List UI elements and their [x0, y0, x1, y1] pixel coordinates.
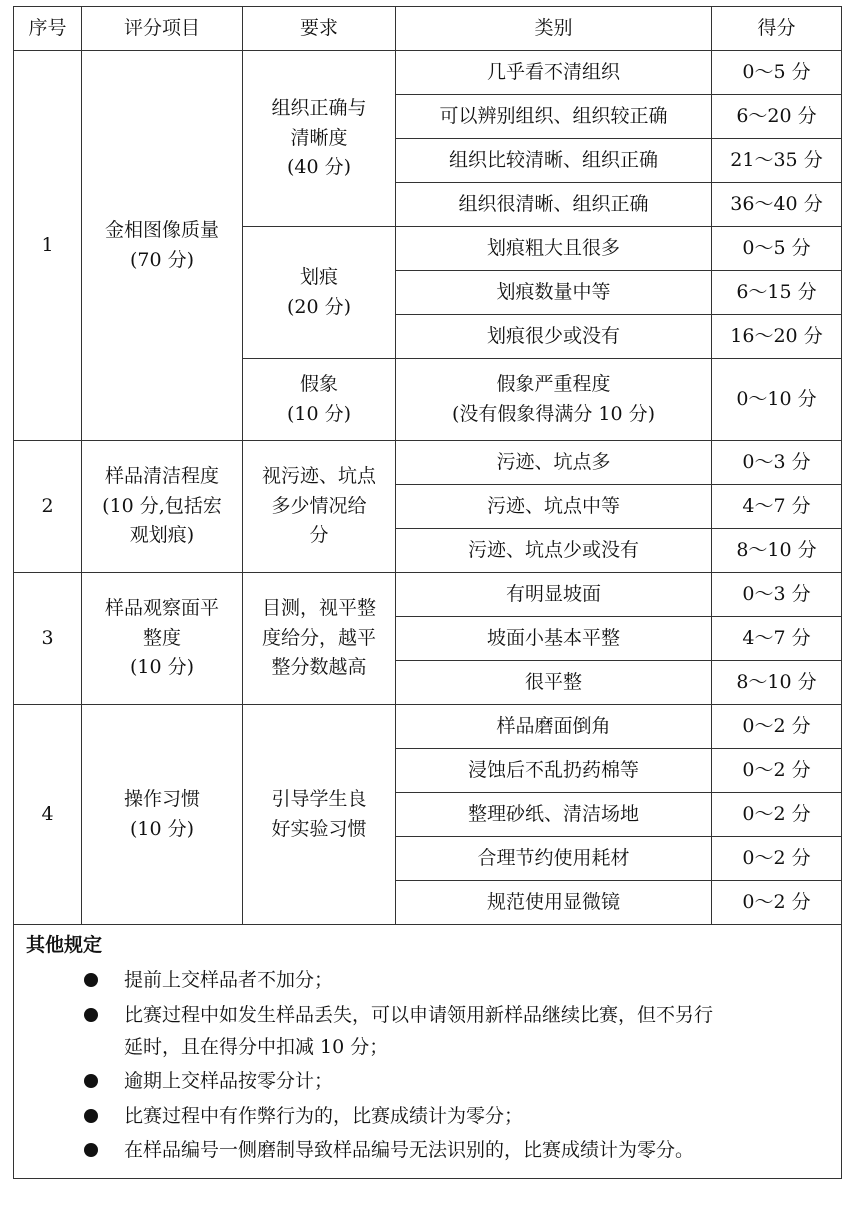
- req-line: 目测，视平整: [261, 597, 376, 620]
- category-cell: 组织很清晰、组织正确: [396, 183, 712, 227]
- req-line: 假象: [299, 373, 338, 396]
- req-line: 度给分，越平: [261, 626, 376, 649]
- category-cell: 样品磨面倒角: [396, 705, 712, 749]
- score-cell: 0～3 分: [712, 441, 842, 485]
- category-cell: 很平整: [396, 661, 712, 705]
- table-row: [14, 573, 842, 617]
- note-line: 在样品编号一侧磨制导致样品编号无法识别的，比赛成绩计为零分。: [124, 1138, 695, 1161]
- note-line: 比赛过程中有作弊行为的，比赛成绩计为零分；: [124, 1104, 524, 1127]
- category-cell: 浸蚀后不乱扔药棉等: [396, 749, 712, 793]
- score-cell: 0～10 分: [712, 359, 842, 441]
- category-cell: [396, 359, 712, 441]
- req-line: 整分数越高: [271, 656, 367, 679]
- requirement-cell: [243, 705, 396, 925]
- bullet-icon: [84, 1109, 98, 1123]
- note-line: 比赛过程中如发生样品丢失，可以申请领用新样品继续比赛，但不另行: [124, 1003, 714, 1026]
- req-line: 多少情况给: [271, 494, 367, 517]
- category-cell: 有明显坡面: [396, 573, 712, 617]
- header-no: 序号: [14, 7, 82, 51]
- bullet-icon: [84, 1008, 98, 1022]
- item-line: 观划痕): [129, 524, 195, 547]
- item-line: (10 分,包括宏: [102, 494, 222, 517]
- notes-list: [26, 964, 831, 1166]
- requirement-cell: [243, 359, 396, 441]
- scoring-table: [13, 6, 842, 1179]
- header-row: [14, 7, 842, 51]
- requirement-cell: [243, 51, 396, 227]
- item-line: (10 分): [129, 817, 195, 840]
- item-line: 样品清洁程度: [104, 465, 219, 488]
- category-cell: 坡面小基本平整: [396, 617, 712, 661]
- score-cell: 16～20 分: [712, 315, 842, 359]
- category-cell: 组织比较清晰、组织正确: [396, 139, 712, 183]
- requirement-cell: [243, 441, 396, 573]
- category-cell: 合理节约使用耗材: [396, 837, 712, 881]
- header-category: 类别: [396, 7, 712, 51]
- notes-row: [14, 925, 842, 1179]
- req-line: 划痕: [299, 266, 338, 289]
- score-cell: 0～3 分: [712, 573, 842, 617]
- req-line: (20 分): [286, 295, 352, 318]
- bullet-icon: [84, 1143, 98, 1157]
- req-line: 清晰度: [290, 126, 348, 149]
- section-item: [82, 705, 243, 925]
- score-cell: 36～40 分: [712, 183, 842, 227]
- req-line: 组织正确与: [271, 97, 367, 120]
- category-cell: 污迹、坑点少或没有: [396, 529, 712, 573]
- item-line: 金相图像质量: [104, 219, 219, 242]
- req-line: (40 分): [286, 156, 352, 179]
- note-line: 提前上交样品者不加分；: [124, 969, 334, 992]
- category-cell: 可以辨别组织、组织较正确: [396, 95, 712, 139]
- table-row: [14, 705, 842, 749]
- category-line: 假象严重程度: [496, 373, 611, 396]
- note-line: 延时，且在得分中扣减 10 分；: [124, 1036, 389, 1059]
- section-item: [82, 441, 243, 573]
- req-line: (10 分): [286, 402, 352, 425]
- requirement-cell: [243, 573, 396, 705]
- category-cell: 整理砂纸、清洁场地: [396, 793, 712, 837]
- item-line: 样品观察面平: [104, 597, 219, 620]
- category-cell: 污迹、坑点多: [396, 441, 712, 485]
- category-cell: 划痕很少或没有: [396, 315, 712, 359]
- category-cell: 几乎看不清组织: [396, 51, 712, 95]
- category-cell: 划痕数量中等: [396, 271, 712, 315]
- score-cell: 4～7 分: [712, 485, 842, 529]
- section-item: [82, 51, 243, 441]
- item-line: (70 分): [129, 248, 195, 271]
- section-no: 2: [14, 441, 82, 573]
- score-cell: 21～35 分: [712, 139, 842, 183]
- category-cell: 划痕粗大且很多: [396, 227, 712, 271]
- table-row: [14, 441, 842, 485]
- section-no: 3: [14, 573, 82, 705]
- note-line: 逾期上交样品按零分计；: [124, 1070, 334, 1093]
- bullet-icon: [84, 973, 98, 987]
- table-row: [14, 51, 842, 95]
- req-line: 视污迹、坑点: [261, 465, 376, 488]
- notes-title: 其他规定: [26, 934, 103, 956]
- note-item: [26, 1134, 831, 1166]
- score-cell: 4～7 分: [712, 617, 842, 661]
- score-cell: 6～15 分: [712, 271, 842, 315]
- header-requirement: 要求: [243, 7, 396, 51]
- score-cell: 0～2 分: [712, 749, 842, 793]
- note-item: [26, 1100, 831, 1132]
- score-cell: 0～2 分: [712, 793, 842, 837]
- score-cell: 0～2 分: [712, 837, 842, 881]
- requirement-cell: [243, 227, 396, 359]
- note-item: [26, 1065, 831, 1097]
- section-no: 1: [14, 51, 82, 441]
- req-line: 好实验习惯: [271, 817, 367, 840]
- section-item: [82, 573, 243, 705]
- score-cell: 6～20 分: [712, 95, 842, 139]
- score-cell: 0～5 分: [712, 51, 842, 95]
- item-line: (10 分): [129, 656, 195, 679]
- category-cell: 规范使用显微镜: [396, 881, 712, 925]
- req-line: 分: [309, 524, 329, 547]
- bullet-icon: [84, 1074, 98, 1088]
- score-cell: 8～10 分: [712, 661, 842, 705]
- header-item: 评分项目: [82, 7, 243, 51]
- note-item: [26, 964, 831, 996]
- notes-cell: [14, 925, 842, 1179]
- category-line: (没有假象得满分 10 分): [451, 402, 656, 425]
- header-score: 得分: [712, 7, 842, 51]
- score-cell: 8～10 分: [712, 529, 842, 573]
- note-item: [26, 999, 831, 1064]
- section-no: 4: [14, 705, 82, 925]
- score-cell: 0～5 分: [712, 227, 842, 271]
- req-line: 引导学生良: [271, 788, 367, 811]
- score-cell: 0～2 分: [712, 705, 842, 749]
- item-line: 整度: [142, 626, 181, 649]
- category-cell: 污迹、坑点中等: [396, 485, 712, 529]
- score-cell: 0～2 分: [712, 881, 842, 925]
- item-line: 操作习惯: [123, 788, 200, 811]
